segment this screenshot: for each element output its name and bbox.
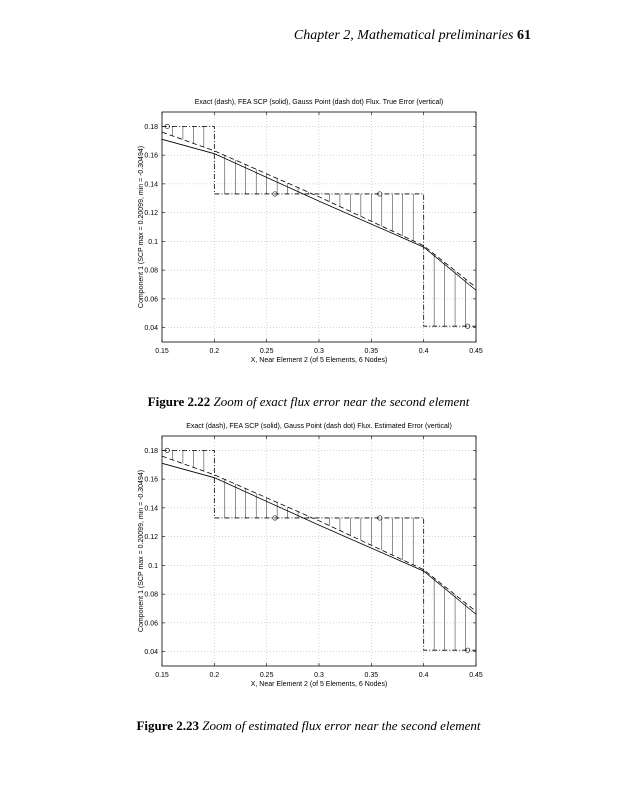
caption-number: Figure 2.23 (136, 718, 200, 733)
caption-number: Figure 2.22 (147, 394, 211, 409)
x-tick-label: 0.25 (259, 348, 274, 355)
y-axis-label: Component 1 (SCP max = 0.20099, min = -0.30494) (138, 469, 145, 633)
series-line-dash (162, 456, 476, 611)
x-tick-label: 0.35 (364, 348, 379, 355)
y-tick-label: 0.06 (144, 620, 158, 628)
y-tick-label: 0.04 (144, 649, 158, 657)
chart-title: Exact (dash), FEA SCP (solid), Gauss Point (dash dot) Flux. Estimated Error (vertical) (186, 423, 452, 430)
y-tick-label: 0.06 (144, 296, 158, 304)
y-tick-label: 0.18 (144, 447, 158, 455)
y-tick-label: 0.08 (144, 591, 158, 599)
chapter-title: Chapter 2, Mathematical preliminaries (293, 28, 514, 43)
x-tick-label: 0.35 (364, 672, 379, 679)
figure-2-22-caption (0, 394, 617, 410)
figure-2-22-chart (0, 92, 617, 392)
caption-text: Zoom of exact flux error near the second element (213, 394, 470, 409)
x-tick-label: 0.4 (418, 348, 429, 355)
y-tick-label: 0.12 (144, 210, 158, 218)
chart-title: Exact (dash), FEA SCP (solid), Gauss Point (dash dot) Flux. True Error (vertical) (194, 99, 444, 106)
figure-2-23-caption (0, 718, 617, 734)
y-tick-label: 0.04 (144, 325, 158, 333)
y-tick-label: 0.18 (144, 123, 158, 131)
y-tick-label: 0.14 (144, 181, 158, 189)
x-axis-label: X, Near Element 2 (of 5 Elements, 6 Nodes) (250, 681, 388, 688)
x-tick-label: 0.4 (418, 672, 429, 679)
y-axis-label: Component 1 (SCP max = 0.20099, min = -0.30494) (138, 145, 145, 309)
series-line-dash (162, 132, 476, 287)
y-tick-label: 0.16 (144, 476, 158, 484)
x-tick-label: 0.25 (259, 672, 274, 679)
y-tick-label: 0.1 (148, 238, 158, 246)
x-tick-label: 0.45 (469, 672, 483, 679)
x-tick-label: 0.2 (209, 348, 220, 355)
x-axis-label: X, Near Element 2 (of 5 Elements, 6 Nodes) (250, 357, 388, 364)
y-tick-label: 0.1 (148, 562, 158, 570)
figure-2-23-chart (0, 416, 617, 716)
y-tick-label: 0.08 (144, 267, 158, 275)
page-number: 61 (517, 28, 531, 43)
running-head (294, 28, 531, 44)
x-tick-label: 0.2 (209, 672, 220, 679)
x-tick-label: 0.3 (314, 348, 324, 355)
caption-text: Zoom of estimated flux error near the second element (202, 718, 481, 733)
y-tick-label: 0.16 (144, 152, 158, 160)
x-tick-label: 0.15 (155, 348, 169, 355)
y-tick-label: 0.14 (144, 505, 158, 513)
x-tick-label: 0.45 (469, 348, 483, 355)
y-tick-label: 0.12 (144, 534, 158, 542)
x-tick-label: 0.3 (314, 672, 324, 679)
x-tick-label: 0.15 (155, 672, 169, 679)
